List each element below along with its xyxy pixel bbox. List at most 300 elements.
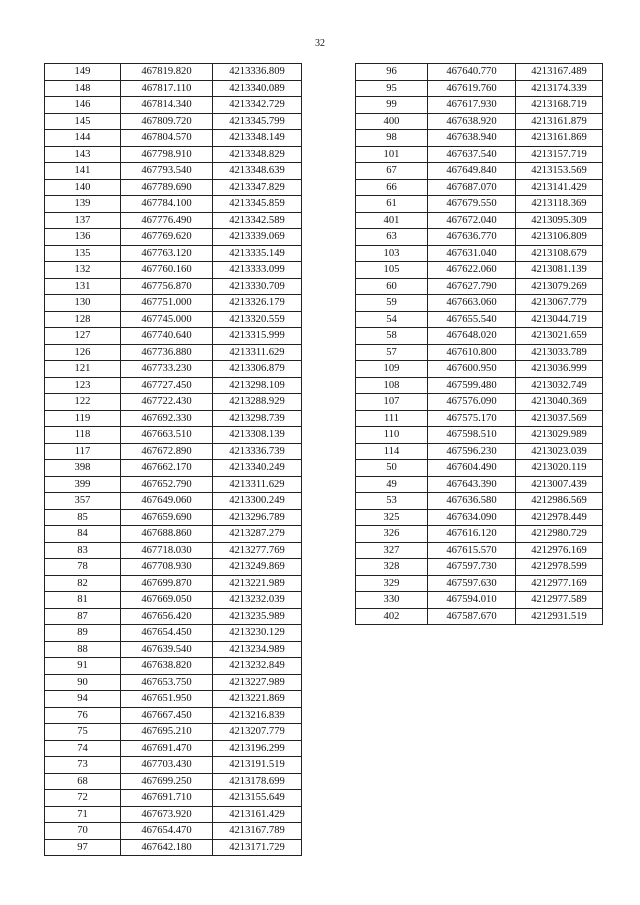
y-coordinate-cell: 4213298.739 [213, 410, 302, 427]
table-row [356, 163, 603, 180]
y-coordinate-cell: 4213249.869 [213, 559, 302, 576]
point-number-cell: 75 [45, 724, 121, 741]
y-coordinate-cell: 4213067.779 [516, 295, 603, 312]
table-row [45, 608, 302, 625]
x-coordinate-cell: 467655.540 [428, 311, 516, 328]
x-coordinate-cell: 467640.770 [428, 64, 516, 81]
table-row [356, 509, 603, 526]
y-coordinate-cell: 4213161.879 [516, 113, 603, 130]
point-number-cell: 54 [356, 311, 428, 328]
y-coordinate-cell: 4213040.369 [516, 394, 603, 411]
x-coordinate-cell: 467654.450 [121, 625, 213, 642]
x-coordinate-cell: 467638.940 [428, 130, 516, 147]
point-number-cell: 78 [45, 559, 121, 576]
point-number-cell: 91 [45, 658, 121, 675]
table-row [45, 97, 302, 114]
point-number-cell: 95 [356, 80, 428, 97]
x-coordinate-cell: 467703.430 [121, 757, 213, 774]
y-coordinate-cell: 4213296.789 [213, 509, 302, 526]
x-coordinate-cell: 467814.340 [121, 97, 213, 114]
point-number-cell: 131 [45, 278, 121, 295]
x-coordinate-cell: 467627.790 [428, 278, 516, 295]
point-number-cell: 149 [45, 64, 121, 81]
table-row [45, 410, 302, 427]
point-number-cell: 398 [45, 460, 121, 477]
coordinates-table-left [44, 63, 302, 856]
table-row [45, 427, 302, 444]
point-number-cell: 66 [356, 179, 428, 196]
x-coordinate-cell: 467740.640 [121, 328, 213, 345]
point-number-cell: 130 [45, 295, 121, 312]
table-row [45, 163, 302, 180]
y-coordinate-cell: 4212977.169 [516, 575, 603, 592]
table-row [356, 460, 603, 477]
table-row [45, 625, 302, 642]
x-coordinate-cell: 467654.470 [121, 823, 213, 840]
y-coordinate-cell: 4213234.989 [213, 641, 302, 658]
point-number-cell: 53 [356, 493, 428, 510]
x-coordinate-cell: 467604.490 [428, 460, 516, 477]
point-number-cell: 328 [356, 559, 428, 576]
table-row [45, 311, 302, 328]
table-row [356, 592, 603, 609]
point-number-cell: 63 [356, 229, 428, 246]
y-coordinate-cell: 4213007.439 [516, 476, 603, 493]
table-row [45, 740, 302, 757]
point-number-cell: 357 [45, 493, 121, 510]
y-coordinate-cell: 4213340.249 [213, 460, 302, 477]
point-number-cell: 73 [45, 757, 121, 774]
x-coordinate-cell: 467636.580 [428, 493, 516, 510]
point-number-cell: 325 [356, 509, 428, 526]
point-number-cell: 132 [45, 262, 121, 279]
x-coordinate-cell: 467784.100 [121, 196, 213, 213]
point-number-cell: 84 [45, 526, 121, 543]
y-coordinate-cell: 4212931.519 [516, 608, 603, 625]
table-row [356, 311, 603, 328]
table-row [45, 394, 302, 411]
point-number-cell: 121 [45, 361, 121, 378]
table-row [45, 773, 302, 790]
x-coordinate-cell: 467598.510 [428, 427, 516, 444]
x-coordinate-cell: 467616.120 [428, 526, 516, 543]
point-number-cell: 76 [45, 707, 121, 724]
x-coordinate-cell: 467634.090 [428, 509, 516, 526]
point-number-cell: 327 [356, 542, 428, 559]
y-coordinate-cell: 4213029.989 [516, 427, 603, 444]
y-coordinate-cell: 4213287.279 [213, 526, 302, 543]
table-row [45, 196, 302, 213]
y-coordinate-cell: 4213347.829 [213, 179, 302, 196]
table-row [356, 146, 603, 163]
x-coordinate-cell: 467638.920 [428, 113, 516, 130]
table-row [45, 460, 302, 477]
point-number-cell: 60 [356, 278, 428, 295]
table-row [356, 361, 603, 378]
x-coordinate-cell: 467809.720 [121, 113, 213, 130]
point-number-cell: 148 [45, 80, 121, 97]
x-coordinate-cell: 467600.950 [428, 361, 516, 378]
y-coordinate-cell: 4213320.559 [213, 311, 302, 328]
y-coordinate-cell: 4212978.449 [516, 509, 603, 526]
x-coordinate-cell: 467745.000 [121, 311, 213, 328]
y-coordinate-cell: 4213227.989 [213, 674, 302, 691]
x-coordinate-cell: 467692.330 [121, 410, 213, 427]
y-coordinate-cell: 4213311.629 [213, 476, 302, 493]
point-number-cell: 137 [45, 212, 121, 229]
point-number-cell: 329 [356, 575, 428, 592]
table-row [356, 64, 603, 81]
y-coordinate-cell: 4213032.749 [516, 377, 603, 394]
point-number-cell: 99 [356, 97, 428, 114]
y-coordinate-cell: 4213235.989 [213, 608, 302, 625]
y-coordinate-cell: 4213095.309 [516, 212, 603, 229]
table-row [356, 130, 603, 147]
point-number-cell: 68 [45, 773, 121, 790]
point-number-cell: 401 [356, 212, 428, 229]
table-row [356, 97, 603, 114]
point-number-cell: 144 [45, 130, 121, 147]
table-row [45, 575, 302, 592]
table-row [45, 542, 302, 559]
point-number-cell: 70 [45, 823, 121, 840]
point-number-cell: 402 [356, 608, 428, 625]
point-number-cell: 82 [45, 575, 121, 592]
table-row [45, 724, 302, 741]
y-coordinate-cell: 4213108.679 [516, 245, 603, 262]
table-row [45, 526, 302, 543]
point-number-cell: 61 [356, 196, 428, 213]
y-coordinate-cell: 4213207.779 [213, 724, 302, 741]
y-coordinate-cell: 4213306.879 [213, 361, 302, 378]
y-coordinate-cell: 4213081.139 [516, 262, 603, 279]
x-coordinate-cell: 467648.020 [428, 328, 516, 345]
x-coordinate-cell: 467637.540 [428, 146, 516, 163]
x-coordinate-cell: 467649.060 [121, 493, 213, 510]
table-row [45, 757, 302, 774]
table-row [356, 262, 603, 279]
table-row [45, 113, 302, 130]
point-number-cell: 119 [45, 410, 121, 427]
y-coordinate-cell: 4213153.569 [516, 163, 603, 180]
y-coordinate-cell: 4213191.519 [213, 757, 302, 774]
table-row [45, 146, 302, 163]
y-coordinate-cell: 4213023.039 [516, 443, 603, 460]
table-row [45, 179, 302, 196]
point-number-cell: 122 [45, 394, 121, 411]
x-coordinate-cell: 467760.160 [121, 262, 213, 279]
table-row [45, 278, 302, 295]
y-coordinate-cell: 4213348.639 [213, 163, 302, 180]
x-coordinate-cell: 467769.620 [121, 229, 213, 246]
x-coordinate-cell: 467663.510 [121, 427, 213, 444]
point-number-cell: 88 [45, 641, 121, 658]
point-number-cell: 110 [356, 427, 428, 444]
point-number-cell: 117 [45, 443, 121, 460]
y-coordinate-cell: 4213037.569 [516, 410, 603, 427]
y-coordinate-cell: 4212977.589 [516, 592, 603, 609]
y-coordinate-cell: 4213033.789 [516, 344, 603, 361]
table-row [356, 526, 603, 543]
x-coordinate-cell: 467688.860 [121, 526, 213, 543]
y-coordinate-cell: 4213277.769 [213, 542, 302, 559]
y-coordinate-cell: 4213335.149 [213, 245, 302, 262]
point-number-cell: 146 [45, 97, 121, 114]
table-row [45, 674, 302, 691]
x-coordinate-cell: 467687.070 [428, 179, 516, 196]
table-row [45, 64, 302, 81]
table-row [45, 559, 302, 576]
point-number-cell: 326 [356, 526, 428, 543]
point-number-cell: 94 [45, 691, 121, 708]
y-coordinate-cell: 4213298.109 [213, 377, 302, 394]
table-row [356, 344, 603, 361]
table-row [356, 80, 603, 97]
x-coordinate-cell: 467636.770 [428, 229, 516, 246]
x-coordinate-cell: 467642.180 [121, 839, 213, 856]
point-number-cell: 90 [45, 674, 121, 691]
table-row [356, 608, 603, 625]
x-coordinate-cell: 467638.820 [121, 658, 213, 675]
table-row [356, 113, 603, 130]
x-coordinate-cell: 467672.040 [428, 212, 516, 229]
point-number-cell: 107 [356, 394, 428, 411]
x-coordinate-cell: 467667.450 [121, 707, 213, 724]
table-row [356, 196, 603, 213]
y-coordinate-cell: 4213311.629 [213, 344, 302, 361]
point-number-cell: 98 [356, 130, 428, 147]
table-row [45, 344, 302, 361]
x-coordinate-cell: 467653.750 [121, 674, 213, 691]
x-coordinate-cell: 467819.820 [121, 64, 213, 81]
x-coordinate-cell: 467763.120 [121, 245, 213, 262]
x-coordinate-cell: 467587.670 [428, 608, 516, 625]
point-number-cell: 123 [45, 377, 121, 394]
x-coordinate-cell: 467776.490 [121, 212, 213, 229]
point-number-cell: 114 [356, 443, 428, 460]
table-row [356, 559, 603, 576]
y-coordinate-cell: 4213178.699 [213, 773, 302, 790]
y-coordinate-cell: 4213345.859 [213, 196, 302, 213]
table-row [45, 823, 302, 840]
y-coordinate-cell: 4213036.999 [516, 361, 603, 378]
table-row [45, 658, 302, 675]
point-number-cell: 72 [45, 790, 121, 807]
y-coordinate-cell: 4213315.999 [213, 328, 302, 345]
point-number-cell: 59 [356, 295, 428, 312]
table-row [45, 806, 302, 823]
table-row [45, 377, 302, 394]
x-coordinate-cell: 467733.230 [121, 361, 213, 378]
point-number-cell: 71 [45, 806, 121, 823]
y-coordinate-cell: 4213342.589 [213, 212, 302, 229]
table-row [356, 427, 603, 444]
table-row [356, 443, 603, 460]
y-coordinate-cell: 4213336.809 [213, 64, 302, 81]
y-coordinate-cell: 4213345.799 [213, 113, 302, 130]
table-row [356, 493, 603, 510]
point-number-cell: 67 [356, 163, 428, 180]
y-coordinate-cell: 4213336.739 [213, 443, 302, 460]
y-coordinate-cell: 4213348.149 [213, 130, 302, 147]
y-coordinate-cell: 4213216.839 [213, 707, 302, 724]
y-coordinate-cell: 4213342.729 [213, 97, 302, 114]
x-coordinate-cell: 467619.760 [428, 80, 516, 97]
y-coordinate-cell: 4212976.169 [516, 542, 603, 559]
y-coordinate-cell: 4213232.849 [213, 658, 302, 675]
table-row [356, 328, 603, 345]
point-number-cell: 139 [45, 196, 121, 213]
x-coordinate-cell: 467662.170 [121, 460, 213, 477]
x-coordinate-cell: 467736.880 [121, 344, 213, 361]
table-row [356, 212, 603, 229]
x-coordinate-cell: 467596.230 [428, 443, 516, 460]
point-number-cell: 140 [45, 179, 121, 196]
point-number-cell: 83 [45, 542, 121, 559]
table-row [45, 790, 302, 807]
x-coordinate-cell: 467594.010 [428, 592, 516, 609]
point-number-cell: 143 [45, 146, 121, 163]
x-coordinate-cell: 467643.390 [428, 476, 516, 493]
y-coordinate-cell: 4213167.789 [213, 823, 302, 840]
x-coordinate-cell: 467669.050 [121, 592, 213, 609]
point-number-cell: 126 [45, 344, 121, 361]
table-row [45, 295, 302, 312]
table-row [356, 179, 603, 196]
table-row [356, 542, 603, 559]
point-number-cell: 108 [356, 377, 428, 394]
y-coordinate-cell: 4213348.829 [213, 146, 302, 163]
y-coordinate-cell: 4213161.429 [213, 806, 302, 823]
point-number-cell: 135 [45, 245, 121, 262]
y-coordinate-cell: 4213300.249 [213, 493, 302, 510]
y-coordinate-cell: 4213232.039 [213, 592, 302, 609]
y-coordinate-cell: 4213168.719 [516, 97, 603, 114]
table-row [45, 839, 302, 856]
table-row [45, 262, 302, 279]
point-number-cell: 145 [45, 113, 121, 130]
table-row [356, 295, 603, 312]
table-row [45, 707, 302, 724]
x-coordinate-cell: 467649.840 [428, 163, 516, 180]
y-coordinate-cell: 4213221.989 [213, 575, 302, 592]
y-coordinate-cell: 4212986.569 [516, 493, 603, 510]
coordinates-table-right [355, 63, 603, 625]
table-row [45, 212, 302, 229]
y-coordinate-cell: 4213106.809 [516, 229, 603, 246]
table-row [356, 575, 603, 592]
point-number-cell: 136 [45, 229, 121, 246]
x-coordinate-cell: 467673.920 [121, 806, 213, 823]
y-coordinate-cell: 4213044.719 [516, 311, 603, 328]
table-row [45, 509, 302, 526]
x-coordinate-cell: 467599.480 [428, 377, 516, 394]
point-number-cell: 58 [356, 328, 428, 345]
y-coordinate-cell: 4213161.869 [516, 130, 603, 147]
x-coordinate-cell: 467789.690 [121, 179, 213, 196]
x-coordinate-cell: 467575.170 [428, 410, 516, 427]
y-coordinate-cell: 4213339.069 [213, 229, 302, 246]
point-number-cell: 111 [356, 410, 428, 427]
point-number-cell: 96 [356, 64, 428, 81]
table-row [45, 361, 302, 378]
y-coordinate-cell: 4213021.659 [516, 328, 603, 345]
point-number-cell: 105 [356, 262, 428, 279]
x-coordinate-cell: 467804.570 [121, 130, 213, 147]
x-coordinate-cell: 467597.730 [428, 559, 516, 576]
table-row [45, 691, 302, 708]
y-coordinate-cell: 4213157.719 [516, 146, 603, 163]
y-coordinate-cell: 4213330.709 [213, 278, 302, 295]
point-number-cell: 141 [45, 163, 121, 180]
x-coordinate-cell: 467793.540 [121, 163, 213, 180]
point-number-cell: 330 [356, 592, 428, 609]
table-row [356, 229, 603, 246]
point-number-cell: 97 [45, 839, 121, 856]
x-coordinate-cell: 467679.550 [428, 196, 516, 213]
x-coordinate-cell: 467659.690 [121, 509, 213, 526]
y-coordinate-cell: 4213333.099 [213, 262, 302, 279]
table-row [45, 245, 302, 262]
x-coordinate-cell: 467639.540 [121, 641, 213, 658]
table-row [45, 130, 302, 147]
point-number-cell: 81 [45, 592, 121, 609]
x-coordinate-cell: 467695.210 [121, 724, 213, 741]
y-coordinate-cell: 4213174.339 [516, 80, 603, 97]
table-row [356, 410, 603, 427]
point-number-cell: 103 [356, 245, 428, 262]
x-coordinate-cell: 467617.930 [428, 97, 516, 114]
x-coordinate-cell: 467631.040 [428, 245, 516, 262]
x-coordinate-cell: 467699.250 [121, 773, 213, 790]
table-row [356, 394, 603, 411]
table-row [45, 229, 302, 246]
x-coordinate-cell: 467691.470 [121, 740, 213, 757]
x-coordinate-cell: 467672.890 [121, 443, 213, 460]
x-coordinate-cell: 467576.090 [428, 394, 516, 411]
table-row [356, 476, 603, 493]
x-coordinate-cell: 467610.800 [428, 344, 516, 361]
x-coordinate-cell: 467756.870 [121, 278, 213, 295]
table-row [45, 641, 302, 658]
x-coordinate-cell: 467597.630 [428, 575, 516, 592]
table-row [45, 592, 302, 609]
page-number: 32 [315, 38, 325, 49]
y-coordinate-cell: 4213118.369 [516, 196, 603, 213]
x-coordinate-cell: 467699.870 [121, 575, 213, 592]
y-coordinate-cell: 4213326.179 [213, 295, 302, 312]
y-coordinate-cell: 4213221.869 [213, 691, 302, 708]
y-coordinate-cell: 4213079.269 [516, 278, 603, 295]
point-number-cell: 400 [356, 113, 428, 130]
x-coordinate-cell: 467722.430 [121, 394, 213, 411]
y-coordinate-cell: 4213230.129 [213, 625, 302, 642]
x-coordinate-cell: 467751.000 [121, 295, 213, 312]
x-coordinate-cell: 467663.060 [428, 295, 516, 312]
point-number-cell: 118 [45, 427, 121, 444]
x-coordinate-cell: 467691.710 [121, 790, 213, 807]
y-coordinate-cell: 4213141.429 [516, 179, 603, 196]
y-coordinate-cell: 4213308.139 [213, 427, 302, 444]
y-coordinate-cell: 4213171.729 [213, 839, 302, 856]
y-coordinate-cell: 4213020.119 [516, 460, 603, 477]
point-number-cell: 109 [356, 361, 428, 378]
table-row [45, 80, 302, 97]
point-number-cell: 127 [45, 328, 121, 345]
x-coordinate-cell: 467615.570 [428, 542, 516, 559]
x-coordinate-cell: 467727.450 [121, 377, 213, 394]
x-coordinate-cell: 467708.930 [121, 559, 213, 576]
